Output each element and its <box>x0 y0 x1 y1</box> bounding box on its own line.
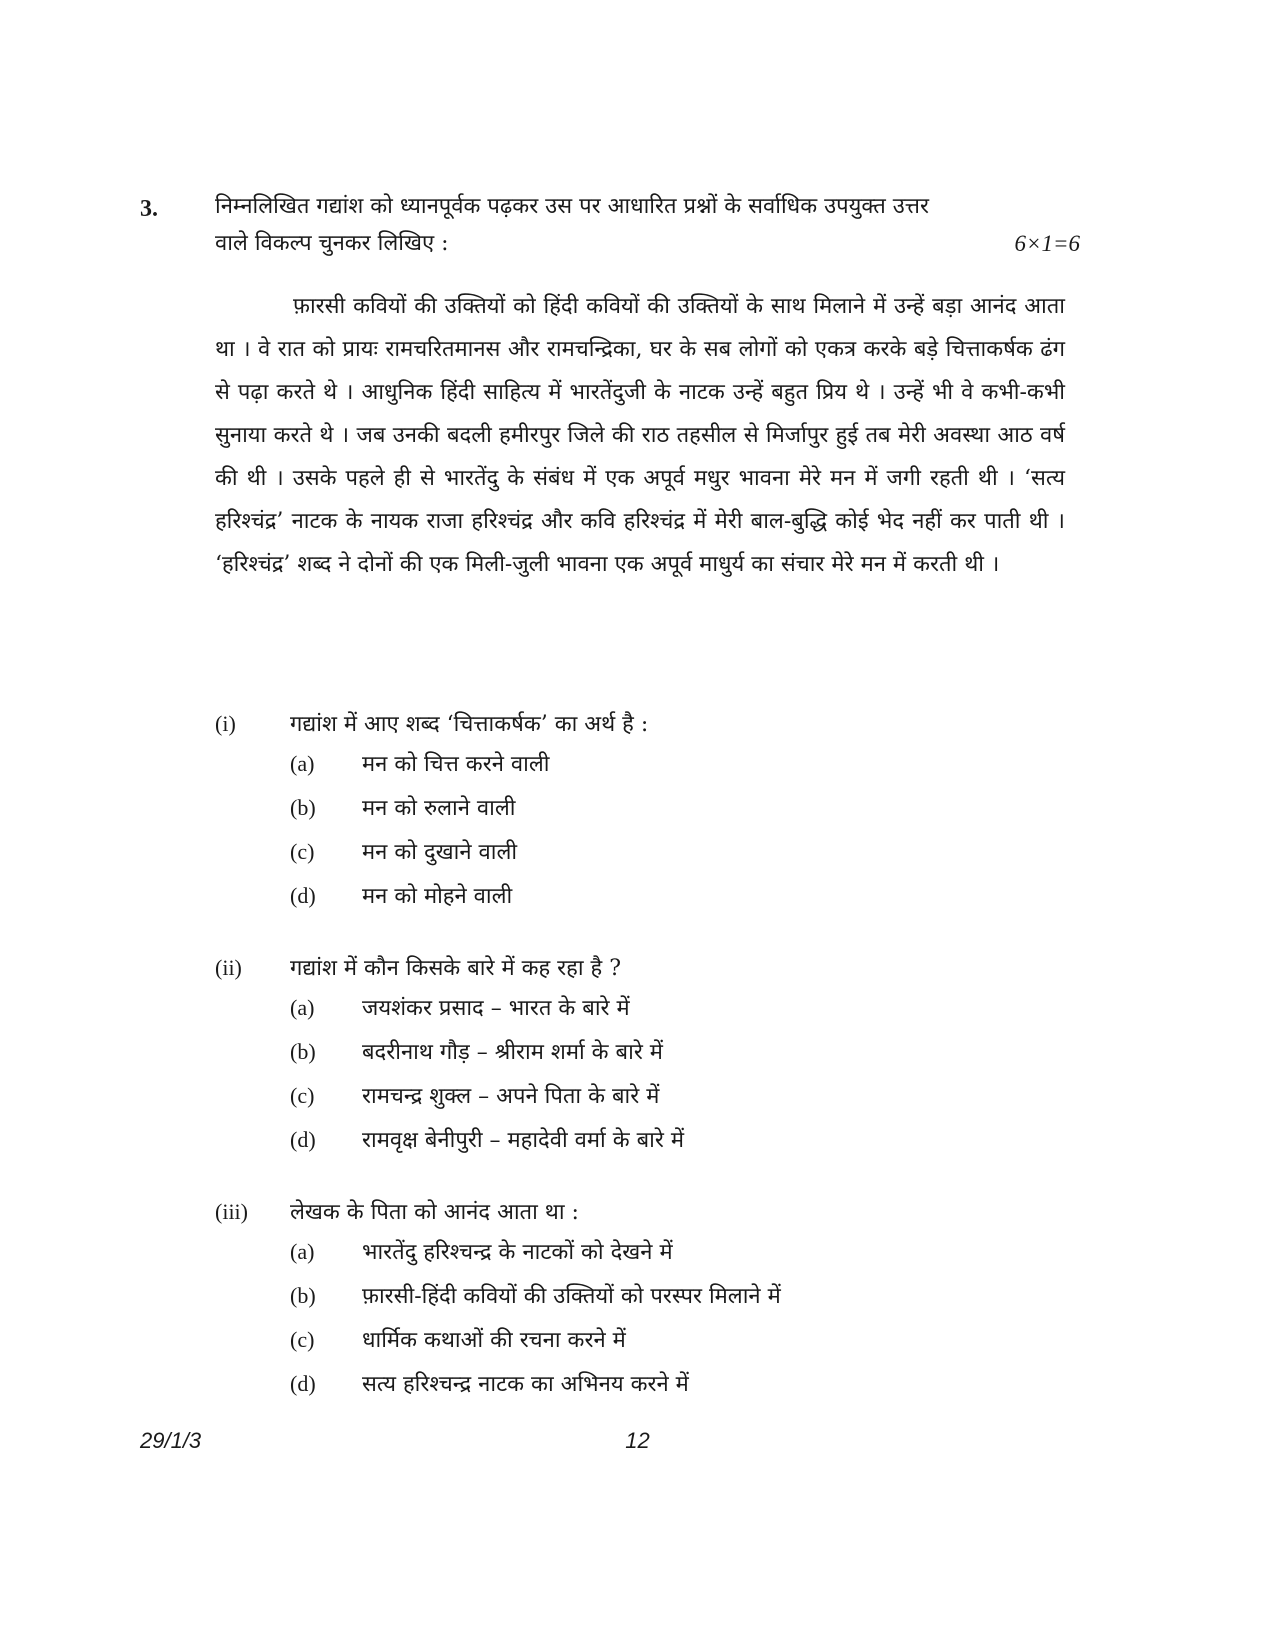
option-text: फ़ारसी-हिंदी कवियों की उक्तियों को परस्पर मिलाने में <box>362 1284 781 1309</box>
option-text: सत्य हरिश्चन्द्र नाटक का अभिनय करने में <box>362 1372 689 1397</box>
subquestion-stem <box>215 1196 1075 1236</box>
option-label: (d) <box>290 1371 316 1396</box>
subquestion-ii <box>215 952 1075 1168</box>
subquestion-label: (ii) <box>215 955 242 980</box>
subquestion-text: लेखक के पिता को आनंद आता था : <box>290 1200 579 1225</box>
option-c <box>290 836 1075 880</box>
instruction-line-2-row <box>215 225 1080 262</box>
option-list <box>290 748 1075 924</box>
page-number: 12 <box>625 1428 650 1453</box>
option-list <box>290 1236 1075 1412</box>
question-number: 3. <box>140 196 158 222</box>
option-label: (d) <box>290 883 316 908</box>
option-a <box>290 1236 1075 1280</box>
option-text: धार्मिक कथाओं की रचना करने में <box>362 1328 626 1353</box>
subquestion-stem <box>215 708 1075 748</box>
subquestion-label: (iii) <box>215 1199 248 1224</box>
option-d <box>290 1368 1075 1412</box>
option-label: (a) <box>290 995 315 1020</box>
option-label: (d) <box>290 1127 316 1152</box>
option-label: (a) <box>290 1239 315 1264</box>
option-text: मन को चित्त करने वाली <box>362 752 550 777</box>
subquestion-i <box>215 708 1075 924</box>
subquestion-list <box>215 708 1075 1440</box>
option-text: रामवृक्ष बेनीपुरी – महादेवी वर्मा के बारे में <box>362 1128 685 1153</box>
subquestion-iii <box>215 1196 1075 1412</box>
option-text: बदरीनाथ गौड़ – श्रीराम शर्मा के बारे में <box>362 1040 663 1065</box>
instruction-line-2: वाले विकल्प चुनकर लिखिए : <box>215 231 449 256</box>
passage-text: फ़ारसी कवियों की उक्तियों को हिंदी कवियों की उक्तियों के साथ मिलाने में उन्हें बड़ा आनंद आता था । वे रात को प्रायः रामचरितमानस और रामचन्द्रिका, घर के सब लोगों को एकत्र करके बड़े चित्ताकर्षक ढंग से पढ़ा करते थे । आधुनिक हिंदी साहित्य में भारतेंदुजी के नाटक उन्हें बहुत प्रिय थे । उन्हें भी वे कभी-कभी सुनाया करते थे । जब उनकी बदली हमीरपुर जिले की राठ तहसील से मिर्जापुर हुई तब मेरी अवस्था आठ वर्ष की थी । उसके पहले ही से भारतेंदु के संबंध में एक अपूर्व मधुर भावना मेरे मन में जगी रहती थी । ‘सत्य हरिश्चंद्र’ नाटक के नायक राजा हरिश्चंद्र और कवि हरिश्चंद्र में मेरी बाल-बुद्धि कोई भेद नहीं कर पाती थी । ‘हरिश्चंद्र’ शब्द ने दोनों की एक मिली-जुली भावना एक अपूर्व माधुर्य का संचार मेरे मन में करती थी । <box>215 294 1065 577</box>
paper-code: 29/1/3 <box>140 1428 202 1453</box>
instruction-line-1: निम्नलिखित गद्यांश को ध्यानपूर्वक पढ़कर उस पर आधारित प्रश्नों के सर्वाधिक उपयुक्त उत्तर <box>215 194 930 219</box>
option-label: (b) <box>290 795 316 820</box>
passage <box>215 285 1065 586</box>
option-d <box>290 880 1075 924</box>
subquestion-text: गद्यांश में कौन किसके बारे में कह रहा है ? <box>290 956 622 981</box>
option-c <box>290 1080 1075 1124</box>
option-text: भारतेंदु हरिश्चन्द्र के नाटकों को देखने में <box>362 1240 673 1265</box>
option-text: रामचन्द्र शुक्ल – अपने पिता के बारे में <box>362 1084 660 1109</box>
option-text: मन को दुखाने वाली <box>362 840 518 865</box>
subquestion-label: (i) <box>215 711 236 736</box>
option-a <box>290 748 1075 792</box>
option-label: (c) <box>290 1327 315 1352</box>
option-label: (b) <box>290 1283 316 1308</box>
option-b <box>290 1280 1075 1324</box>
subquestion-text: गद्यांश में आए शब्द ‘चित्ताकर्षक’ का अर्थ है : <box>290 712 649 737</box>
option-text: मन को रुलाने वाली <box>362 796 516 821</box>
question-instruction <box>215 188 1080 262</box>
option-text: मन को मोहने वाली <box>362 884 513 909</box>
option-text: जयशंकर प्रसाद – भारत के बारे में <box>362 996 630 1021</box>
subquestion-stem <box>215 952 1075 992</box>
option-list <box>290 992 1075 1168</box>
option-a <box>290 992 1075 1036</box>
marks-allocation: 6×1=6 <box>1014 231 1080 256</box>
option-b <box>290 792 1075 836</box>
option-label: (c) <box>290 839 315 864</box>
option-d <box>290 1124 1075 1168</box>
option-label: (a) <box>290 751 315 776</box>
option-b <box>290 1036 1075 1080</box>
option-label: (c) <box>290 1083 315 1108</box>
option-label: (b) <box>290 1039 316 1064</box>
option-c <box>290 1324 1075 1368</box>
